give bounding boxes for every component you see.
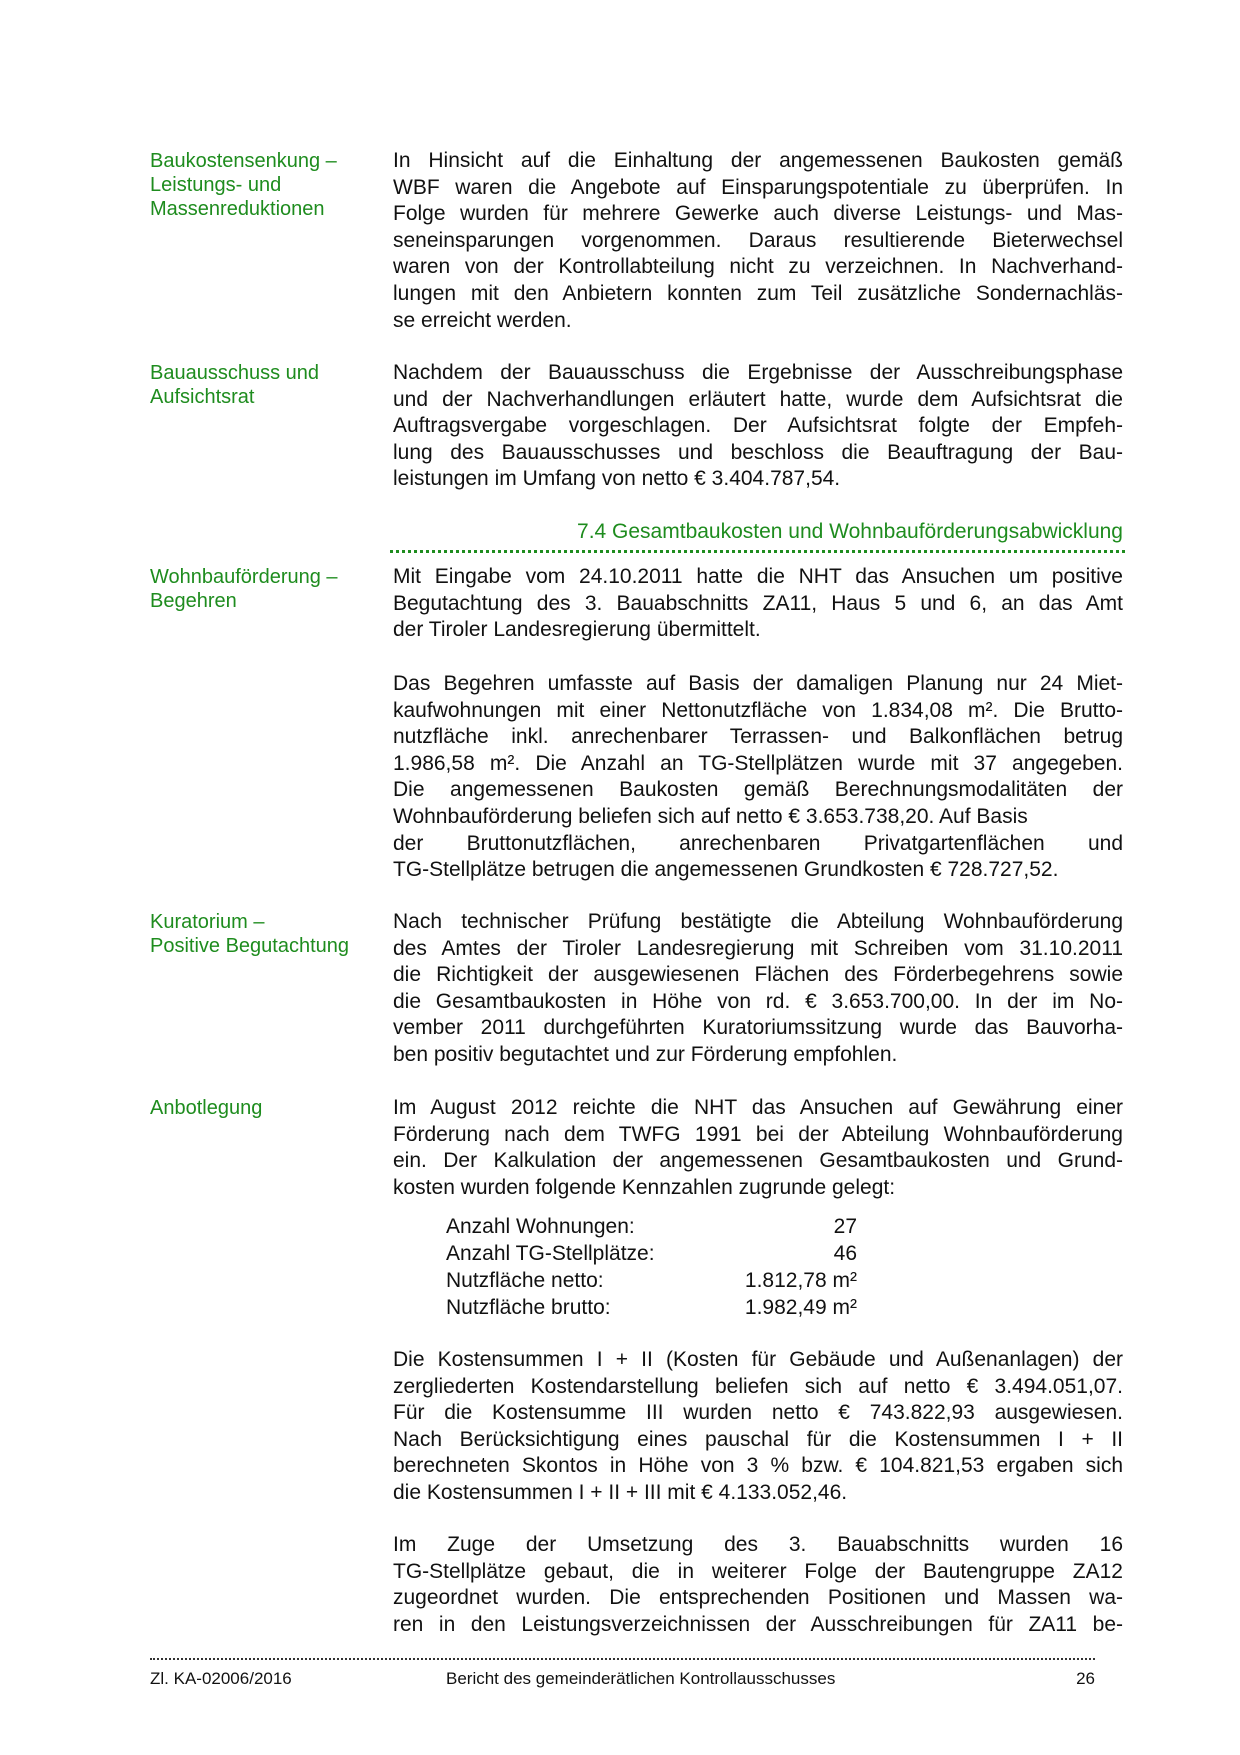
page-number: 26 [1076, 1669, 1095, 1688]
text-line: nutzfläche inkl. anrechenbarer Terrassen- und Balkonflächen betrug [393, 725, 1123, 749]
text-line: berechneten Skontos in Höhe von 3 % bzw. € 104.821,53 ergaben sich [393, 1454, 1123, 1478]
text-line: leistungen im Umfang von netto € 3.404.787,54. [393, 467, 841, 491]
row-value: 1.982,49 m² [744, 1296, 857, 1319]
row-key: Nutzfläche netto: [446, 1269, 604, 1292]
sidenote [150, 1096, 380, 1120]
text-line: Auftragsvergabe vorgeschlagen. Der Aufsichtsrat folgte der Empfeh- [393, 414, 1123, 438]
sidenote-line: Kuratorium – [150, 911, 265, 933]
row-key: Nutzfläche brutto: [446, 1296, 611, 1319]
table-row [446, 1294, 857, 1321]
text-line: der Tiroler Landesregierung übermittelt. [393, 618, 761, 642]
text-line: vember 2011 durchgeführten Kuratoriumssitzung wurde das Bauvorha- [393, 1016, 1123, 1040]
text-line: In Hinsicht auf die Einhaltung der angemessenen Baukosten gemäß [393, 149, 1123, 172]
text-line: Die angemessenen Baukosten gemäß Berechnungsmodalitäten der [393, 778, 1123, 802]
sidenote [150, 910, 380, 958]
text-line: der Bruttonutzflächen, anrechenbaren Privatgartenflächen und [393, 831, 1123, 855]
text-line: und der Nachverhandlungen erläutert hatte, wurde dem Aufsichtsrat die [393, 387, 1123, 411]
text-line: se erreicht werden. [393, 308, 572, 332]
text-line: 1.986,58 m². Die Anzahl an TG-Stellplätzen wurde mit 37 angegeben. [393, 751, 1123, 775]
text-line: Nachdem der Bauausschuss die Ergebnisse der Ausschreibungsphase [393, 361, 1123, 384]
table-row [446, 1267, 857, 1294]
text-line: die Gesamtbaukosten in Höhe von rd. € 3.653.700,00. In der im No- [393, 989, 1123, 1013]
text-line: ben positiv begutachtet und zur Förderung empfohlen. [393, 1042, 898, 1066]
text-line: ein. Der Kalkulation der angemessenen Gesamtbaukosten und Grund- [393, 1149, 1123, 1173]
text-line: lung des Bauausschusses und beschloss die Beauftragung der Bau- [393, 440, 1123, 464]
table-row [446, 1240, 857, 1267]
row-value: 46 [833, 1242, 857, 1265]
sidenote-line: Massenreduktionen [150, 198, 325, 220]
section-heading: 7.4 Gesamtbaukosten und Wohnbauförderungsabwicklung [577, 520, 1123, 543]
text-line: Die Kostensummen I + II (Kosten für Gebäude und Außenanlagen) der [393, 1348, 1123, 1371]
row-value: 1.812,78 m² [744, 1269, 857, 1292]
kennzahlen-table [446, 1213, 857, 1321]
text-line: die Kostensummen I + II + III mit € 4.133.052,46. [393, 1480, 848, 1504]
text-line: Nach Berücksichtigung eines pauschal für die Kostensummen I + II [393, 1427, 1123, 1451]
text-line: zergliederten Kostendarstellung beliefen sich auf netto € 3.494.051,07. [393, 1374, 1123, 1398]
text-line: Wohnbauförderung beliefen sich auf netto € 3.653.738,20. Auf Basis [393, 804, 1028, 828]
text-line: Nach technischer Prüfung bestätigte die Abteilung Wohnbauförderung [393, 910, 1123, 933]
text-line: Das Begehren umfasste auf Basis der damaligen Planung nur 24 Miet- [393, 672, 1123, 695]
paragraph [393, 1095, 1123, 1201]
text-line: seneinsparungen vorgenommen. Daraus resultierende Bieterwechsel [393, 228, 1123, 252]
text-line: die Richtigkeit der ausgewiesenen Flächen des Förderbegehrens sowie [393, 963, 1123, 987]
paragraph [393, 1532, 1123, 1638]
text-line: TG-Stellplätze gebaut, die in weiterer Folge der Bautengruppe ZA12 [393, 1559, 1123, 1583]
row-key: Anzahl Wohnungen: [446, 1215, 635, 1238]
text-line: Begutachtung des 3. Bauabschnitts ZA11, Haus 5 und 6, an das Amt [393, 591, 1123, 615]
text-line: ren in den Leistungsverzeichnissen der Ausschreibungen für ZA11 be- [393, 1612, 1123, 1636]
text-line: Förderung nach dem TWFG 1991 bei der Abteilung Wohnbauförderung [393, 1122, 1123, 1146]
text-line: lungen mit den Anbietern konnten zum Teil zusätzliche Sondernachläs- [393, 281, 1123, 305]
text-line: des Amtes der Tiroler Landesregierung mit Schreiben vom 31.10.2011 [393, 936, 1123, 960]
text-line: Im August 2012 reichte die NHT das Ansuchen auf Gewährung einer [393, 1096, 1123, 1119]
text-line: WBF waren die Angebote auf Einsparungspotentiale zu überprüfen. In [393, 175, 1123, 199]
text-line: Folge wurden für mehrere Gewerke auch diverse Leistungs- und Mas- [393, 202, 1123, 226]
text-line: waren von der Kontrollabteilung nicht zu verzeichnen. In Nachverhand- [393, 255, 1123, 279]
table-row [446, 1213, 857, 1240]
sidenote-line: Wohnbauförderung – [150, 566, 338, 588]
sidenote-line: Bauausschuss und [150, 362, 320, 384]
text-line: TG-Stellplätze betrugen die angemessenen Grundkosten € 728.727,52. [393, 858, 1059, 882]
text-line: Für die Kostensumme III wurden netto € 743.822,93 ausgewiesen. [393, 1401, 1123, 1425]
heading-divider [390, 550, 1125, 553]
sidenote-line: Leistungs- und [150, 174, 282, 196]
text-line: zugeordnet wurden. Die entsprechenden Positionen und Massen wa- [393, 1586, 1123, 1610]
sidenote-line: Positive Begutachtung [150, 935, 350, 957]
text-line: Im Zuge der Umsetzung des 3. Bauabschnitts wurden 16 [393, 1533, 1123, 1556]
paragraph [393, 148, 1123, 334]
text-line: Mit Eingabe vom 24.10.2011 hatte die NHT das Ansuchen um positive [393, 565, 1123, 588]
row-value: 27 [833, 1215, 857, 1238]
text-line: kaufwohnungen mit einer Nettonutzfläche von 1.834,08 m². Die Brutto- [393, 698, 1123, 722]
sidenote-line: Anbotlegung [150, 1097, 263, 1119]
footer-reference: Zl. KA-02006/2016 [150, 1669, 292, 1688]
sidenote-line: Aufsichtsrat [150, 386, 255, 408]
paragraph [393, 564, 1123, 644]
sidenote [150, 149, 380, 221]
sidenote-line: Baukostensenkung – [150, 150, 337, 172]
text-line: kosten wurden folgende Kennzahlen zugrunde gelegt: [393, 1175, 896, 1199]
paragraph [393, 909, 1123, 1069]
row-key: Anzahl TG-Stellplätze: [446, 1242, 655, 1265]
paragraph [393, 1347, 1123, 1507]
footer-divider [150, 1658, 1095, 1660]
footer-title: Bericht des gemeinderätlichen Kontrollausschusses [446, 1669, 836, 1688]
sidenote [150, 565, 380, 613]
paragraph [393, 360, 1123, 493]
sidenote-line: Begehren [150, 590, 237, 612]
paragraph [393, 671, 1123, 884]
sidenote [150, 361, 380, 409]
